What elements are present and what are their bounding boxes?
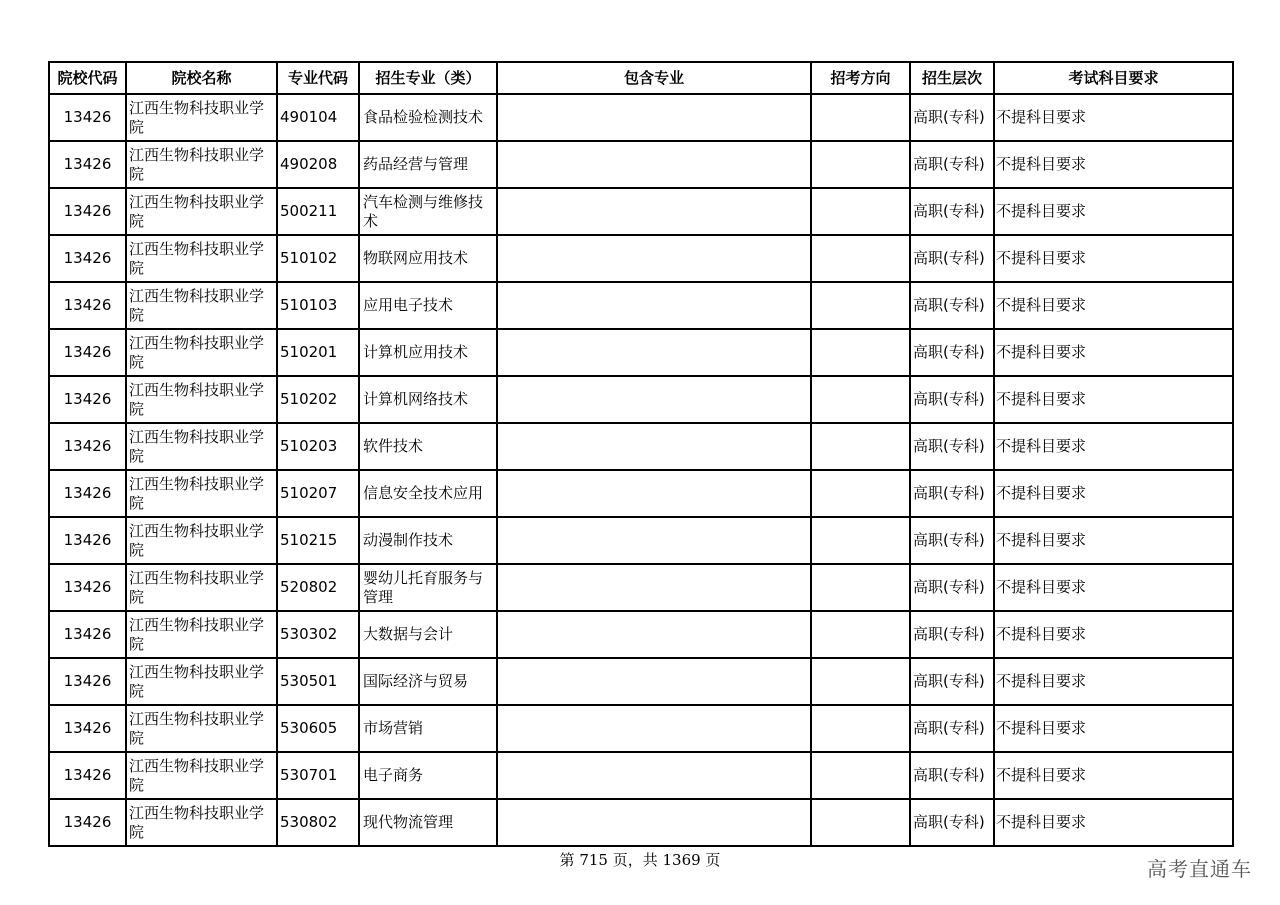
watermark: 高考直通车 <box>1147 857 1252 881</box>
table-body <box>49 94 1233 846</box>
table-row <box>49 235 1233 282</box>
cell-major-code: 510207 <box>277 470 359 517</box>
cell-school-name: 江西生物科技职业学院 <box>126 564 277 611</box>
cell-school-name: 江西生物科技职业学院 <box>126 94 277 141</box>
table-row <box>49 705 1233 752</box>
table-row <box>49 799 1233 846</box>
cell-included-majors <box>497 611 811 658</box>
cell-major: 市场营销 <box>359 705 497 752</box>
cell-exam-requirement: 不提科目要求 <box>994 329 1233 376</box>
cell-included-majors <box>497 799 811 846</box>
cell-exam-requirement: 不提科目要求 <box>994 423 1233 470</box>
cell-direction <box>811 517 910 564</box>
cell-major: 信息安全技术应用 <box>359 470 497 517</box>
cell-school-name: 江西生物科技职业学院 <box>126 611 277 658</box>
cell-level: 高职(专科) <box>910 329 994 376</box>
header-level: 招生层次 <box>910 62 994 94</box>
cell-exam-requirement: 不提科目要求 <box>994 658 1233 705</box>
cell-school-code: 13426 <box>49 188 126 235</box>
cell-level: 高职(专科) <box>910 188 994 235</box>
cell-school-name: 江西生物科技职业学院 <box>126 517 277 564</box>
cell-school-code: 13426 <box>49 799 126 846</box>
header-included-majors: 包含专业 <box>497 62 811 94</box>
cell-exam-requirement: 不提科目要求 <box>994 94 1233 141</box>
cell-direction <box>811 611 910 658</box>
cell-school-name: 江西生物科技职业学院 <box>126 752 277 799</box>
cell-exam-requirement: 不提科目要求 <box>994 752 1233 799</box>
cell-level: 高职(专科) <box>910 752 994 799</box>
cell-exam-requirement: 不提科目要求 <box>994 799 1233 846</box>
table-row <box>49 141 1233 188</box>
table-row <box>49 188 1233 235</box>
cell-school-code: 13426 <box>49 141 126 188</box>
cell-direction <box>811 235 910 282</box>
cell-level: 高职(专科) <box>910 282 994 329</box>
cell-included-majors <box>497 705 811 752</box>
cell-school-name: 江西生物科技职业学院 <box>126 470 277 517</box>
cell-level: 高职(专科) <box>910 658 994 705</box>
cell-major: 婴幼儿托育服务与管理 <box>359 564 497 611</box>
cell-exam-requirement: 不提科目要求 <box>994 376 1233 423</box>
cell-exam-requirement: 不提科目要求 <box>994 470 1233 517</box>
cell-major-code: 510203 <box>277 423 359 470</box>
cell-major: 现代物流管理 <box>359 799 497 846</box>
cell-school-code: 13426 <box>49 564 126 611</box>
cell-level: 高职(专科) <box>910 470 994 517</box>
cell-level: 高职(专科) <box>910 141 994 188</box>
cell-school-name: 江西生物科技职业学院 <box>126 188 277 235</box>
cell-school-code: 13426 <box>49 376 126 423</box>
cell-major: 计算机网络技术 <box>359 376 497 423</box>
header-direction: 招考方向 <box>811 62 910 94</box>
cell-major-code: 490208 <box>277 141 359 188</box>
table-row <box>49 423 1233 470</box>
page-number: 第 715 页，共 1369 页 <box>559 851 721 869</box>
cell-school-code: 13426 <box>49 423 126 470</box>
cell-direction <box>811 470 910 517</box>
header-major-code: 专业代码 <box>277 62 359 94</box>
cell-included-majors <box>497 329 811 376</box>
cell-included-majors <box>497 658 811 705</box>
cell-school-code: 13426 <box>49 94 126 141</box>
cell-major: 动漫制作技术 <box>359 517 497 564</box>
cell-major-code: 530605 <box>277 705 359 752</box>
cell-school-code: 13426 <box>49 470 126 517</box>
cell-level: 高职(专科) <box>910 376 994 423</box>
header-exam-requirement: 考试科目要求 <box>994 62 1233 94</box>
cell-major: 软件技术 <box>359 423 497 470</box>
cell-included-majors <box>497 94 811 141</box>
cell-direction <box>811 376 910 423</box>
cell-exam-requirement: 不提科目要求 <box>994 235 1233 282</box>
cell-direction <box>811 705 910 752</box>
cell-level: 高职(专科) <box>910 94 994 141</box>
cell-school-code: 13426 <box>49 282 126 329</box>
cell-direction <box>811 141 910 188</box>
cell-major-code: 520802 <box>277 564 359 611</box>
table-row <box>49 752 1233 799</box>
cell-school-name: 江西生物科技职业学院 <box>126 235 277 282</box>
cell-level: 高职(专科) <box>910 517 994 564</box>
cell-school-name: 江西生物科技职业学院 <box>126 423 277 470</box>
cell-school-name: 江西生物科技职业学院 <box>126 658 277 705</box>
cell-exam-requirement: 不提科目要求 <box>994 282 1233 329</box>
cell-included-majors <box>497 564 811 611</box>
cell-major-code: 510202 <box>277 376 359 423</box>
header-school-name: 院校名称 <box>126 62 277 94</box>
cell-direction <box>811 188 910 235</box>
table-row <box>49 376 1233 423</box>
cell-direction <box>811 658 910 705</box>
cell-direction <box>811 564 910 611</box>
cell-direction <box>811 752 910 799</box>
cell-major: 电子商务 <box>359 752 497 799</box>
cell-major-code: 530501 <box>277 658 359 705</box>
cell-school-name: 江西生物科技职业学院 <box>126 141 277 188</box>
cell-major-code: 530302 <box>277 611 359 658</box>
cell-included-majors <box>497 376 811 423</box>
cell-exam-requirement: 不提科目要求 <box>994 611 1233 658</box>
cell-school-name: 江西生物科技职业学院 <box>126 705 277 752</box>
cell-school-code: 13426 <box>49 235 126 282</box>
cell-level: 高职(专科) <box>910 799 994 846</box>
cell-major: 药品经营与管理 <box>359 141 497 188</box>
cell-included-majors <box>497 235 811 282</box>
cell-major-code: 530701 <box>277 752 359 799</box>
cell-major: 食品检验检测技术 <box>359 94 497 141</box>
cell-major-code: 500211 <box>277 188 359 235</box>
cell-major-code: 510215 <box>277 517 359 564</box>
cell-school-code: 13426 <box>49 705 126 752</box>
table-header-row <box>49 62 1233 94</box>
cell-included-majors <box>497 517 811 564</box>
cell-major-code: 490104 <box>277 94 359 141</box>
cell-school-code: 13426 <box>49 752 126 799</box>
cell-level: 高职(专科) <box>910 705 994 752</box>
cell-major-code: 510102 <box>277 235 359 282</box>
cell-major: 汽车检测与维修技术 <box>359 188 497 235</box>
cell-direction <box>811 799 910 846</box>
cell-direction <box>811 329 910 376</box>
cell-included-majors <box>497 282 811 329</box>
admission-table <box>48 61 1234 847</box>
admission-table-container <box>48 61 1232 847</box>
table-row <box>49 470 1233 517</box>
cell-direction <box>811 423 910 470</box>
cell-school-code: 13426 <box>49 611 126 658</box>
cell-direction <box>811 94 910 141</box>
table-row <box>49 611 1233 658</box>
cell-major: 物联网应用技术 <box>359 235 497 282</box>
cell-major: 计算机应用技术 <box>359 329 497 376</box>
cell-school-name: 江西生物科技职业学院 <box>126 329 277 376</box>
cell-school-name: 江西生物科技职业学院 <box>126 376 277 423</box>
cell-level: 高职(专科) <box>910 564 994 611</box>
cell-major-code: 510103 <box>277 282 359 329</box>
cell-exam-requirement: 不提科目要求 <box>994 141 1233 188</box>
cell-exam-requirement: 不提科目要求 <box>994 705 1233 752</box>
cell-included-majors <box>497 423 811 470</box>
header-major: 招生专业（类） <box>359 62 497 94</box>
table-row <box>49 282 1233 329</box>
cell-school-code: 13426 <box>49 658 126 705</box>
table-row <box>49 329 1233 376</box>
cell-school-code: 13426 <box>49 329 126 376</box>
cell-level: 高职(专科) <box>910 423 994 470</box>
cell-exam-requirement: 不提科目要求 <box>994 188 1233 235</box>
cell-major-code: 510201 <box>277 329 359 376</box>
cell-included-majors <box>497 752 811 799</box>
cell-included-majors <box>497 188 811 235</box>
table-row <box>49 94 1233 141</box>
table-row <box>49 517 1233 564</box>
cell-school-name: 江西生物科技职业学院 <box>126 799 277 846</box>
header-school-code: 院校代码 <box>49 62 126 94</box>
cell-level: 高职(专科) <box>910 235 994 282</box>
cell-school-code: 13426 <box>49 517 126 564</box>
cell-level: 高职(专科) <box>910 611 994 658</box>
cell-exam-requirement: 不提科目要求 <box>994 564 1233 611</box>
cell-direction <box>811 282 910 329</box>
table-row <box>49 564 1233 611</box>
cell-exam-requirement: 不提科目要求 <box>994 517 1233 564</box>
table-row <box>49 658 1233 705</box>
cell-major: 应用电子技术 <box>359 282 497 329</box>
cell-major: 大数据与会计 <box>359 611 497 658</box>
cell-major-code: 530802 <box>277 799 359 846</box>
cell-included-majors <box>497 141 811 188</box>
cell-school-name: 江西生物科技职业学院 <box>126 282 277 329</box>
cell-major: 国际经济与贸易 <box>359 658 497 705</box>
cell-included-majors <box>497 470 811 517</box>
